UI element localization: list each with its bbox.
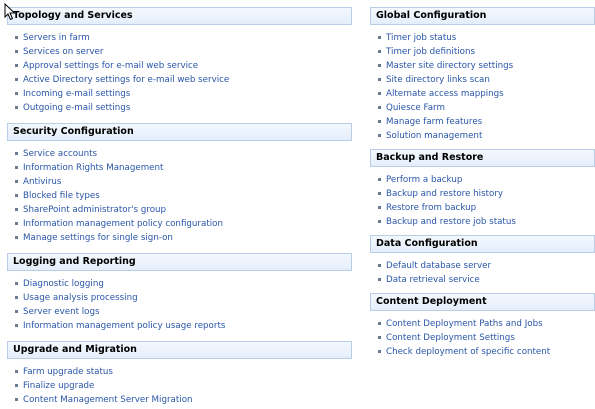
- bullet-icon: [378, 192, 381, 195]
- link-backup-restore-history[interactable]: Backup and restore history: [378, 187, 595, 201]
- bullet-icon: [15, 194, 18, 197]
- link-list: [7, 359, 352, 407]
- link-servers-in-farm[interactable]: Servers in farm: [15, 31, 352, 45]
- bullet-icon: [378, 134, 381, 137]
- section-header: Backup and Restore: [370, 149, 595, 167]
- bullet-icon: [15, 36, 18, 39]
- bullet-icon: [378, 350, 381, 353]
- link-data-retrieval-service[interactable]: Data retrieval service: [378, 273, 595, 287]
- section-data-configuration: [370, 235, 595, 287]
- bullet-icon: [15, 384, 18, 387]
- bullet-icon: [378, 106, 381, 109]
- mouse-pointer-icon: [4, 3, 18, 21]
- bullet-icon: [15, 282, 18, 285]
- link-diagnostic-logging[interactable]: Diagnostic logging: [15, 277, 352, 291]
- bullet-icon: [378, 278, 381, 281]
- link-master-site-directory[interactable]: Master site directory settings: [378, 59, 595, 73]
- section-header: Security Configuration: [7, 123, 352, 141]
- link-deployment-paths-and-jobs[interactable]: Content Deployment Paths and Jobs: [378, 317, 595, 331]
- link-antivirus[interactable]: Antivirus: [15, 175, 352, 189]
- section-topology-and-services: [7, 7, 352, 115]
- bullet-icon: [378, 78, 381, 81]
- link-quiesce-farm[interactable]: Quiesce Farm: [378, 101, 595, 115]
- bullet-icon: [378, 178, 381, 181]
- link-cms-migration[interactable]: Content Management Server Migration: [15, 393, 352, 407]
- bullet-icon: [15, 296, 18, 299]
- bullet-icon: [15, 92, 18, 95]
- link-deployment-settings[interactable]: Content Deployment Settings: [378, 331, 595, 345]
- bullet-icon: [15, 78, 18, 81]
- link-outgoing-email-settings[interactable]: Outgoing e-mail settings: [15, 101, 352, 115]
- bullet-icon: [15, 64, 18, 67]
- link-server-event-logs[interactable]: Server event logs: [15, 305, 352, 319]
- link-perform-backup[interactable]: Perform a backup: [378, 173, 595, 187]
- link-policy-usage-reports[interactable]: Information management policy usage reports: [15, 319, 352, 333]
- link-farm-upgrade-status[interactable]: Farm upgrade status: [15, 365, 352, 379]
- link-list: [370, 167, 595, 229]
- link-timer-job-status[interactable]: Timer job status: [378, 31, 595, 45]
- section-logging-and-reporting: [7, 253, 352, 333]
- bullet-icon: [378, 92, 381, 95]
- bullet-icon: [378, 336, 381, 339]
- bullet-icon: [378, 220, 381, 223]
- bullet-icon: [15, 324, 18, 327]
- link-default-database-server[interactable]: Default database server: [378, 259, 595, 273]
- section-security-configuration: [7, 123, 352, 245]
- section-header: Upgrade and Migration: [7, 341, 352, 359]
- link-list: [370, 25, 595, 143]
- link-administrators-group[interactable]: SharePoint administrator's group: [15, 203, 352, 217]
- section-content-deployment: [370, 293, 595, 359]
- bullet-icon: [15, 398, 18, 401]
- link-list: [370, 253, 595, 287]
- bullet-icon: [15, 152, 18, 155]
- link-incoming-email-settings[interactable]: Incoming e-mail settings: [15, 87, 352, 101]
- bullet-icon: [378, 206, 381, 209]
- left-column: [7, 0, 352, 407]
- section-global-configuration: [370, 7, 595, 143]
- bullet-icon: [378, 264, 381, 267]
- link-restore-from-backup[interactable]: Restore from backup: [378, 201, 595, 215]
- link-solution-management[interactable]: Solution management: [378, 129, 595, 143]
- bullet-icon: [15, 166, 18, 169]
- bullet-icon: [15, 50, 18, 53]
- link-backup-restore-job-status[interactable]: Backup and restore job status: [378, 215, 595, 229]
- link-list: [7, 271, 352, 333]
- link-finalize-upgrade[interactable]: Finalize upgrade: [15, 379, 352, 393]
- link-single-sign-on[interactable]: Manage settings for single sign-on: [15, 231, 352, 245]
- bullet-icon: [378, 322, 381, 325]
- bullet-icon: [15, 370, 18, 373]
- section-header: Topology and Services: [7, 7, 352, 25]
- link-approval-settings[interactable]: Approval settings for e-mail web service: [15, 59, 352, 73]
- section-header: Global Configuration: [370, 7, 595, 25]
- link-list: [7, 141, 352, 245]
- link-service-accounts[interactable]: Service accounts: [15, 147, 352, 161]
- link-site-directory-links-scan[interactable]: Site directory links scan: [378, 73, 595, 87]
- bullet-icon: [15, 106, 18, 109]
- right-column: [370, 0, 595, 359]
- link-check-deployment[interactable]: Check deployment of specific content: [378, 345, 595, 359]
- section-header: Data Configuration: [370, 235, 595, 253]
- link-policy-configuration[interactable]: Information management policy configuration: [15, 217, 352, 231]
- section-header: Logging and Reporting: [7, 253, 352, 271]
- bullet-icon: [378, 36, 381, 39]
- bullet-icon: [15, 310, 18, 313]
- bullet-icon: [15, 180, 18, 183]
- bullet-icon: [378, 50, 381, 53]
- bullet-icon: [378, 120, 381, 123]
- bullet-icon: [15, 222, 18, 225]
- bullet-icon: [15, 208, 18, 211]
- link-information-rights-management[interactable]: Information Rights Management: [15, 161, 352, 175]
- link-alternate-access-mappings[interactable]: Alternate access mappings: [378, 87, 595, 101]
- link-list: [7, 25, 352, 115]
- link-blocked-file-types[interactable]: Blocked file types: [15, 189, 352, 203]
- link-manage-farm-features[interactable]: Manage farm features: [378, 115, 595, 129]
- link-services-on-server[interactable]: Services on server: [15, 45, 352, 59]
- section-header: Content Deployment: [370, 293, 595, 311]
- section-upgrade-and-migration: [7, 341, 352, 407]
- link-usage-analysis-processing[interactable]: Usage analysis processing: [15, 291, 352, 305]
- section-backup-and-restore: [370, 149, 595, 229]
- link-timer-job-definitions[interactable]: Timer job definitions: [378, 45, 595, 59]
- bullet-icon: [378, 64, 381, 67]
- link-list: [370, 311, 595, 359]
- bullet-icon: [15, 236, 18, 239]
- link-active-directory-settings[interactable]: Active Directory settings for e-mail web service: [15, 73, 352, 87]
